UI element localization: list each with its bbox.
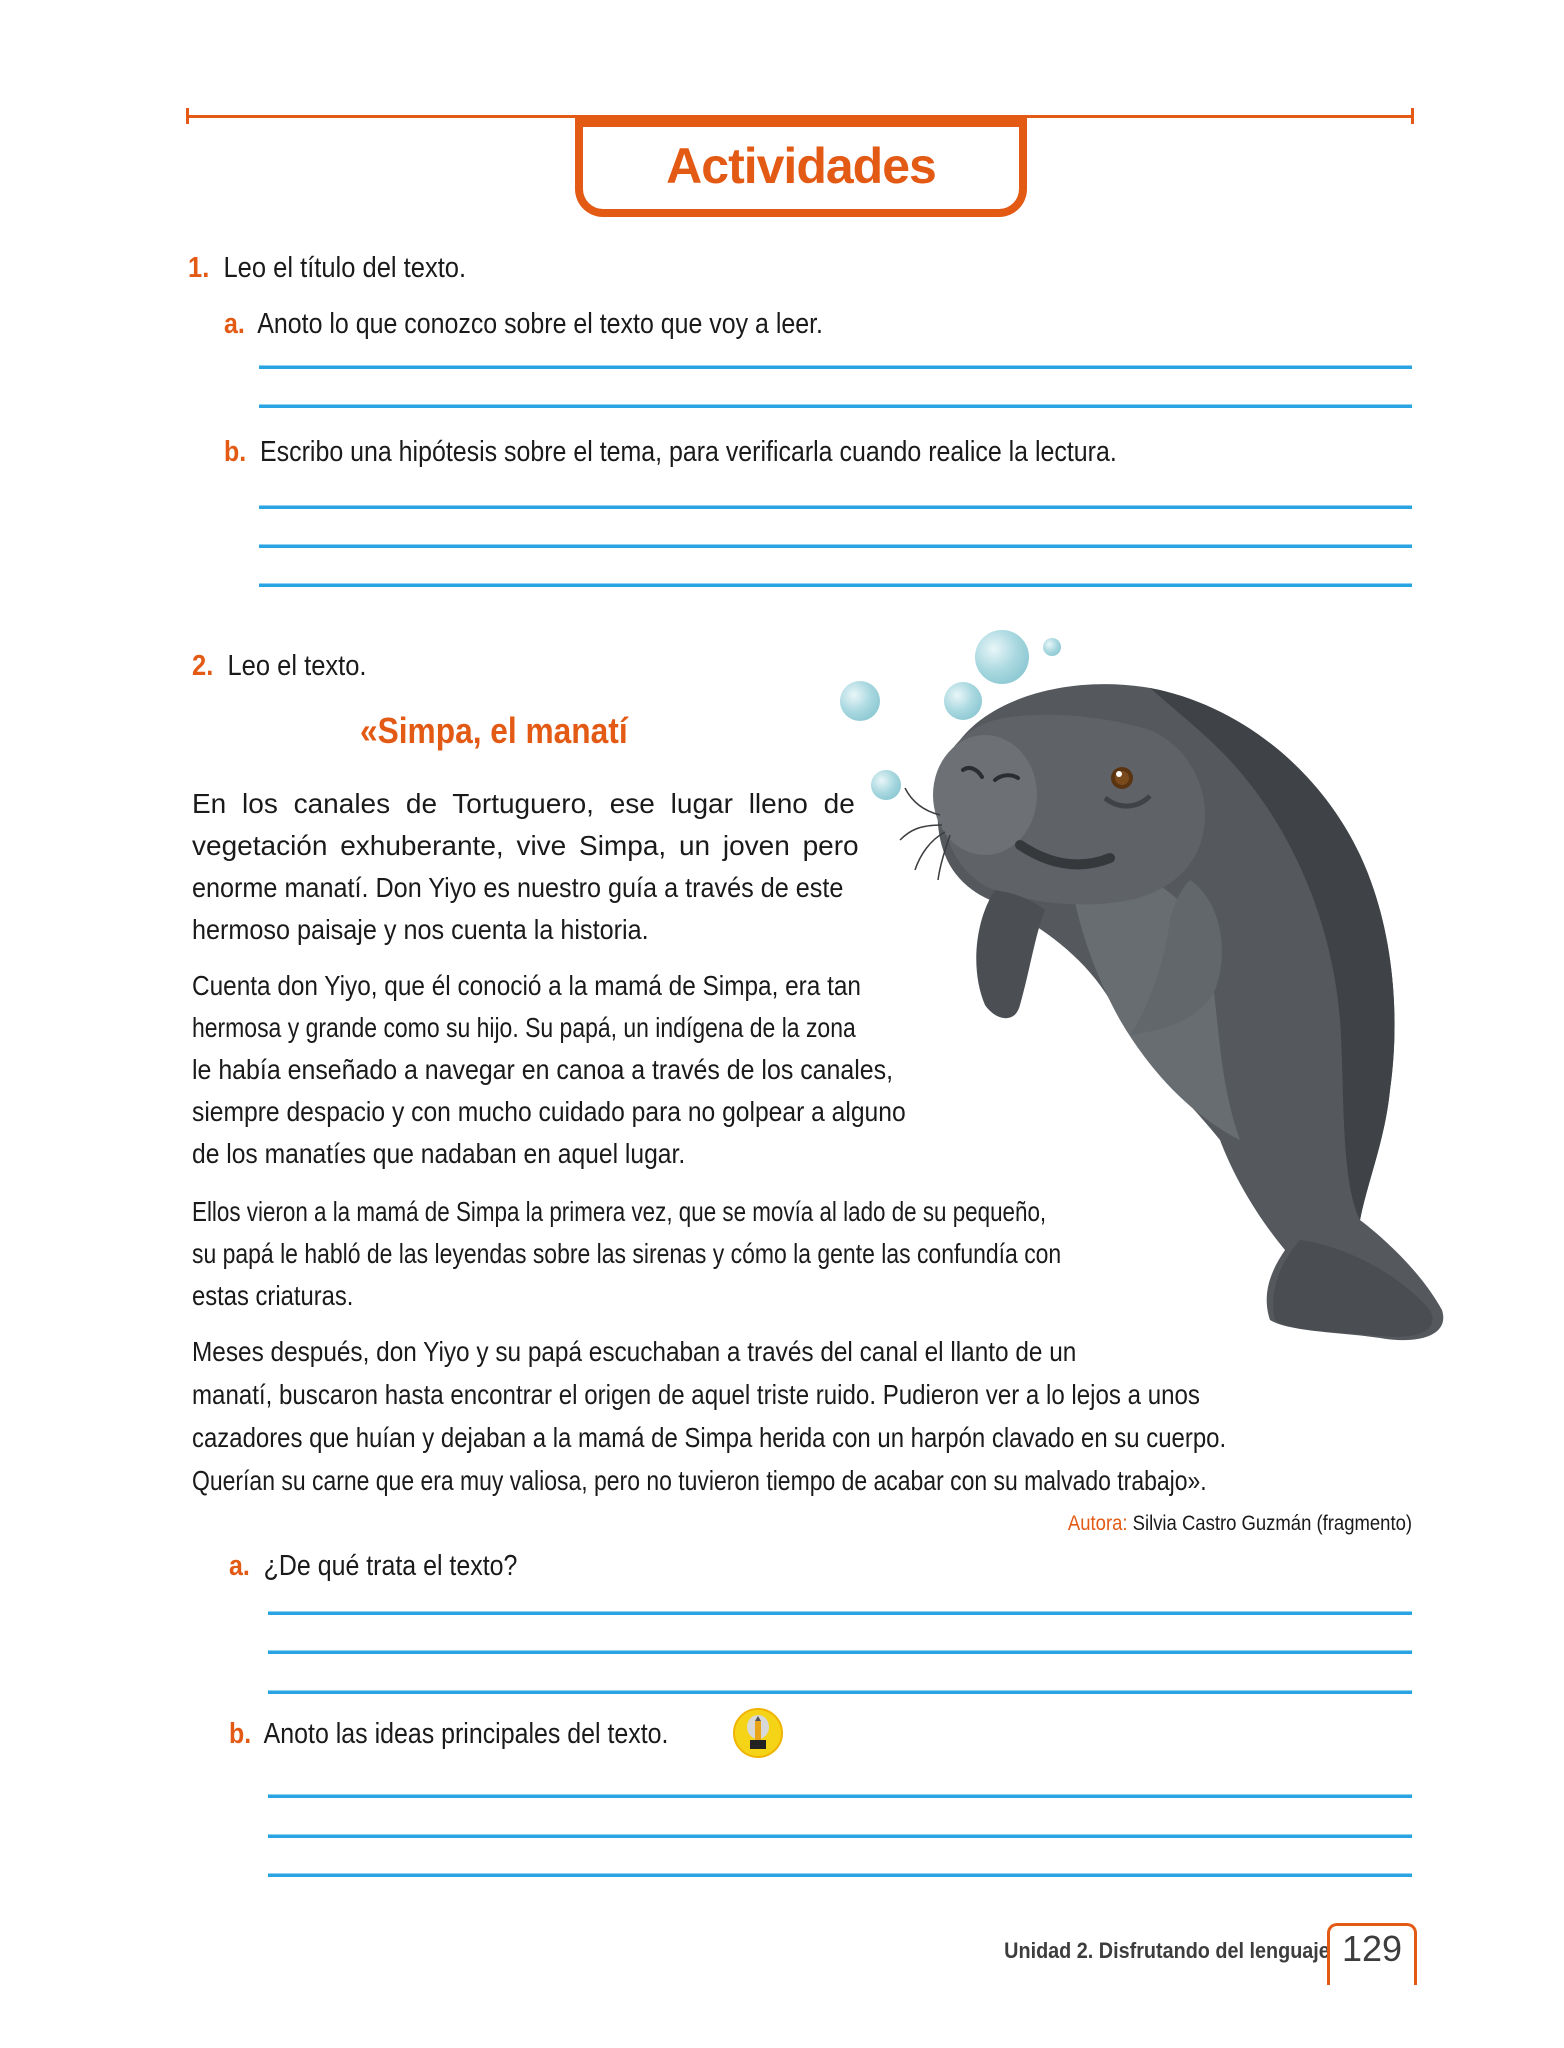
answer-line[interactable] [259,505,1412,509]
author-name: Silvia Castro Guzmán (fragmento) [1132,1512,1412,1535]
story-line: Querían su carne que era muy valiosa, pero no tuvieron tiempo de acabar con su malvado trabajo». [192,1465,1207,1496]
activity-1b-text: Escribo una hipótesis sobre el tema, para verificarla cuando realice la lectura. [260,436,1117,468]
activity-2a-text: ¿De qué trata el texto? [263,1550,518,1582]
story-line: vegetación exhuberante, vive Simpa, un joven pero [192,830,859,861]
footer-unit: Unidad 2. Disfrutando del lenguaje [1004,1938,1330,1963]
activity-1-instruction: Leo el título del texto. [223,252,467,284]
activity-1a-label: a. [224,308,245,340]
story-line: de los manatíes que nadaban en aquel lugar. [192,1138,686,1169]
bubble-icon [975,630,1029,684]
answer-line[interactable] [268,1834,1412,1838]
activity-2b-text: Anoto las ideas principales del texto. [263,1718,669,1750]
story-line: enorme manatí. Don Yiyo es nuestro guía a través de este [192,872,844,903]
activity-1-heading [188,252,504,285]
activity-2-heading [192,650,390,683]
bubble-icon [944,682,982,720]
answer-line[interactable] [259,365,1412,369]
answer-line[interactable] [259,544,1412,548]
activity-2-number: 2. [192,650,214,682]
story-line: su papá le habló de las leyendas sobre las sirenas y cómo la gente las confundía con [192,1238,1062,1269]
activity-2a [229,1550,517,1583]
header-rule-cap-left [186,108,189,124]
activity-2b-label: b. [229,1718,252,1750]
story-line: Cuenta don Yiyo, que él conoció a la mamá de Simpa, era tan [192,970,861,1001]
answer-line[interactable] [268,1650,1412,1654]
activity-1a-text: Anoto lo que conozco sobre el texto que voy a leer. [257,308,823,340]
activity-1b [224,436,1117,469]
story-line: estas criaturas. [192,1280,354,1311]
bubble-icon [871,770,901,800]
manatee-flipper-left [976,890,1045,1018]
header-rule-cap-right [1411,108,1414,124]
activity-1a [224,308,823,341]
story-line: Ellos vieron a la mamá de Simpa la primera vez, que se movía al lado de su pequeño, [192,1196,1047,1227]
lightbulb-pencil-icon [732,1707,784,1759]
bubble-icon [840,681,880,721]
story-line: cazadores que huían y dejaban a la mamá de Simpa herida con un harpón clavado en su cuerpo. [192,1422,1227,1453]
story-line: manatí, buscaron hasta encontrar el origen de aquel triste ruido. Pudieron ver a lo lejos a unos [192,1379,1200,1410]
activity-1b-label: b. [224,436,247,468]
page-title: Actividades [666,138,936,194]
answer-line[interactable] [268,1794,1412,1798]
activity-2-instruction: Leo el texto. [227,650,367,682]
story-title: «Simpa, el manatí [360,710,628,751]
answer-line[interactable] [259,583,1412,587]
story-author [1068,1512,1412,1536]
story-line: hermoso paisaje y nos cuenta la historia. [192,914,649,945]
bubble-icon [1043,638,1061,656]
story-line: siempre despacio y con mucho cuidado para no golpear a alguno [192,1096,906,1127]
story-line: le había enseñado a navegar en canoa a través de los canales, [192,1054,894,1085]
activity-2a-label: a. [229,1550,250,1582]
activity-2b [229,1718,668,1751]
answer-line[interactable] [268,1873,1412,1877]
story-line: hermosa y grande como su hijo. Su papá, un indígena de la zona [192,1012,856,1043]
answer-line[interactable] [268,1611,1412,1615]
answer-line[interactable] [259,404,1412,408]
story-line: Meses después, don Yiyo y su papá escuchaban a través del canal el llanto de un [192,1336,1077,1367]
answer-line[interactable] [268,1690,1412,1694]
author-label: Autora: [1067,1512,1128,1535]
activity-1-number: 1. [188,252,210,284]
page-number: 129 [1341,1928,1403,1969]
story-line: En los canales de Tortuguero, ese lugar lleno de [192,788,855,819]
